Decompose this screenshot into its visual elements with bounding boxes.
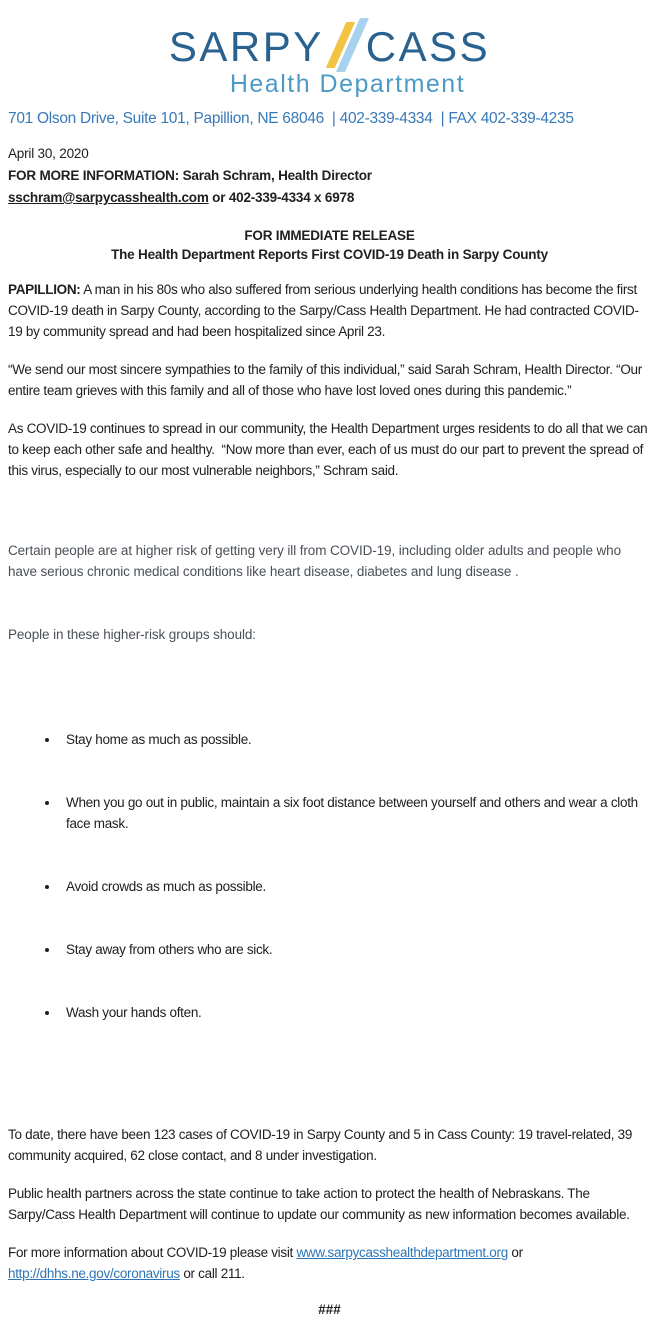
more-info-prefix: For more information about COVID-19 please visit: [8, 1245, 297, 1260]
list-item: • Avoid crowds as much as possible.: [60, 876, 651, 897]
list-item: • When you go out in public, maintain a six foot distance between yourself and others and wear a cloth face mask.: [60, 792, 651, 834]
sarpycass-website-link[interactable]: www.sarpycasshealthdepartment.org: [296, 1245, 508, 1260]
logo: [8, 16, 651, 99]
paragraph-case-counts: To date, there have been 123 cases of COVID-19 in Sarpy County and 5 in Cass County: 19 travel-related, 39 community acquired, 62 close contact, and 8 under investigation.: [8, 1127, 636, 1163]
end-mark: ###: [318, 1302, 341, 1317]
email-link[interactable]: sschram@sarpycasshealth.com: [8, 190, 209, 205]
logo-wordmark: [8, 16, 651, 68]
email-phone-ext: or 402-339-4334 x 6978: [208, 190, 355, 205]
paragraph-higher-risk: [8, 498, 651, 1107]
article-title: The Health Department Reports First COVID-19 Death in Sarpy County: [111, 247, 548, 262]
list-item: • Stay away from others who are sick.: [60, 939, 651, 960]
higher-risk-lead-in: People in these higher-risk groups should:: [8, 627, 256, 642]
higher-risk-intro: Certain people are at higher risk of getting very ill from COVID-19, including older adults and people who have serious chronic medical conditions like heart disease, diabetes and lung disease .: [8, 543, 625, 579]
dateline-lead: PAPILLION:: [8, 282, 81, 297]
paragraph-public-health-partners: Public health partners across the state continue to take action to protect the health of Nebraskans. The Sarpy/Cass Health Department will continue to update our community as new information becomes available.: [8, 1186, 630, 1222]
dateline-text: A man in his 80s who also suffered from serious underlying health conditions has become the first COVID-19 death in Sarpy County, according to the Sarpy/Cass Health Department. He had contracted COVID-19 by community spread and had been hospitalized since April 23.: [8, 282, 641, 339]
logo-word-sarpy: SARPY: [168, 23, 324, 70]
release-date: April 30, 2020: [8, 146, 89, 161]
list-item: • Wash your hands often.: [60, 1002, 651, 1023]
logo-subtitle: Health Department: [229, 70, 466, 98]
release-meta: [8, 143, 651, 209]
paragraph-urges-residents: As COVID-19 continues to spread in our community, the Health Department urges residents to do all that we can to keep each other safe and healthy. “Now more than ever, each of us must do our part to prevent the spread of this virus, especially to our most vulnerable neighbors,” Schram said.: [8, 421, 651, 478]
contact-email-line: [8, 187, 651, 209]
more-info-mid: or: [507, 1245, 527, 1260]
for-immediate-release-heading: FOR IMMEDIATE RELEASE: [244, 228, 415, 243]
paragraph-sympathies-quote: “We send our most sincere sympathies to the family of this individual,” said Sarah Schram, Health Director. “Our entire team grieves with this family and all of those who have lost loved ones during this pandemic.”: [8, 362, 646, 398]
paragraph-more-information: [8, 1242, 651, 1284]
contact-address-bar: 701 Olson Drive, Suite 101, Papillion, NE 68046 | 402-339-4334 | FAX 402-339-4235: [8, 110, 574, 127]
more-info-suffix: or call 211.: [179, 1266, 245, 1281]
paragraph-dateline: [8, 279, 651, 342]
contact-info-line: FOR MORE INFORMATION: Sarah Schram, Health Director: [8, 168, 372, 183]
precaution-list: [8, 687, 651, 1065]
logo-word-cass: CASS: [365, 23, 491, 70]
dhhs-coronavirus-link[interactable]: http://dhhs.ne.gov/coronavirus: [8, 1266, 180, 1281]
list-item: • Stay home as much as possible.: [60, 729, 651, 750]
double-slash-icon: [329, 18, 363, 74]
